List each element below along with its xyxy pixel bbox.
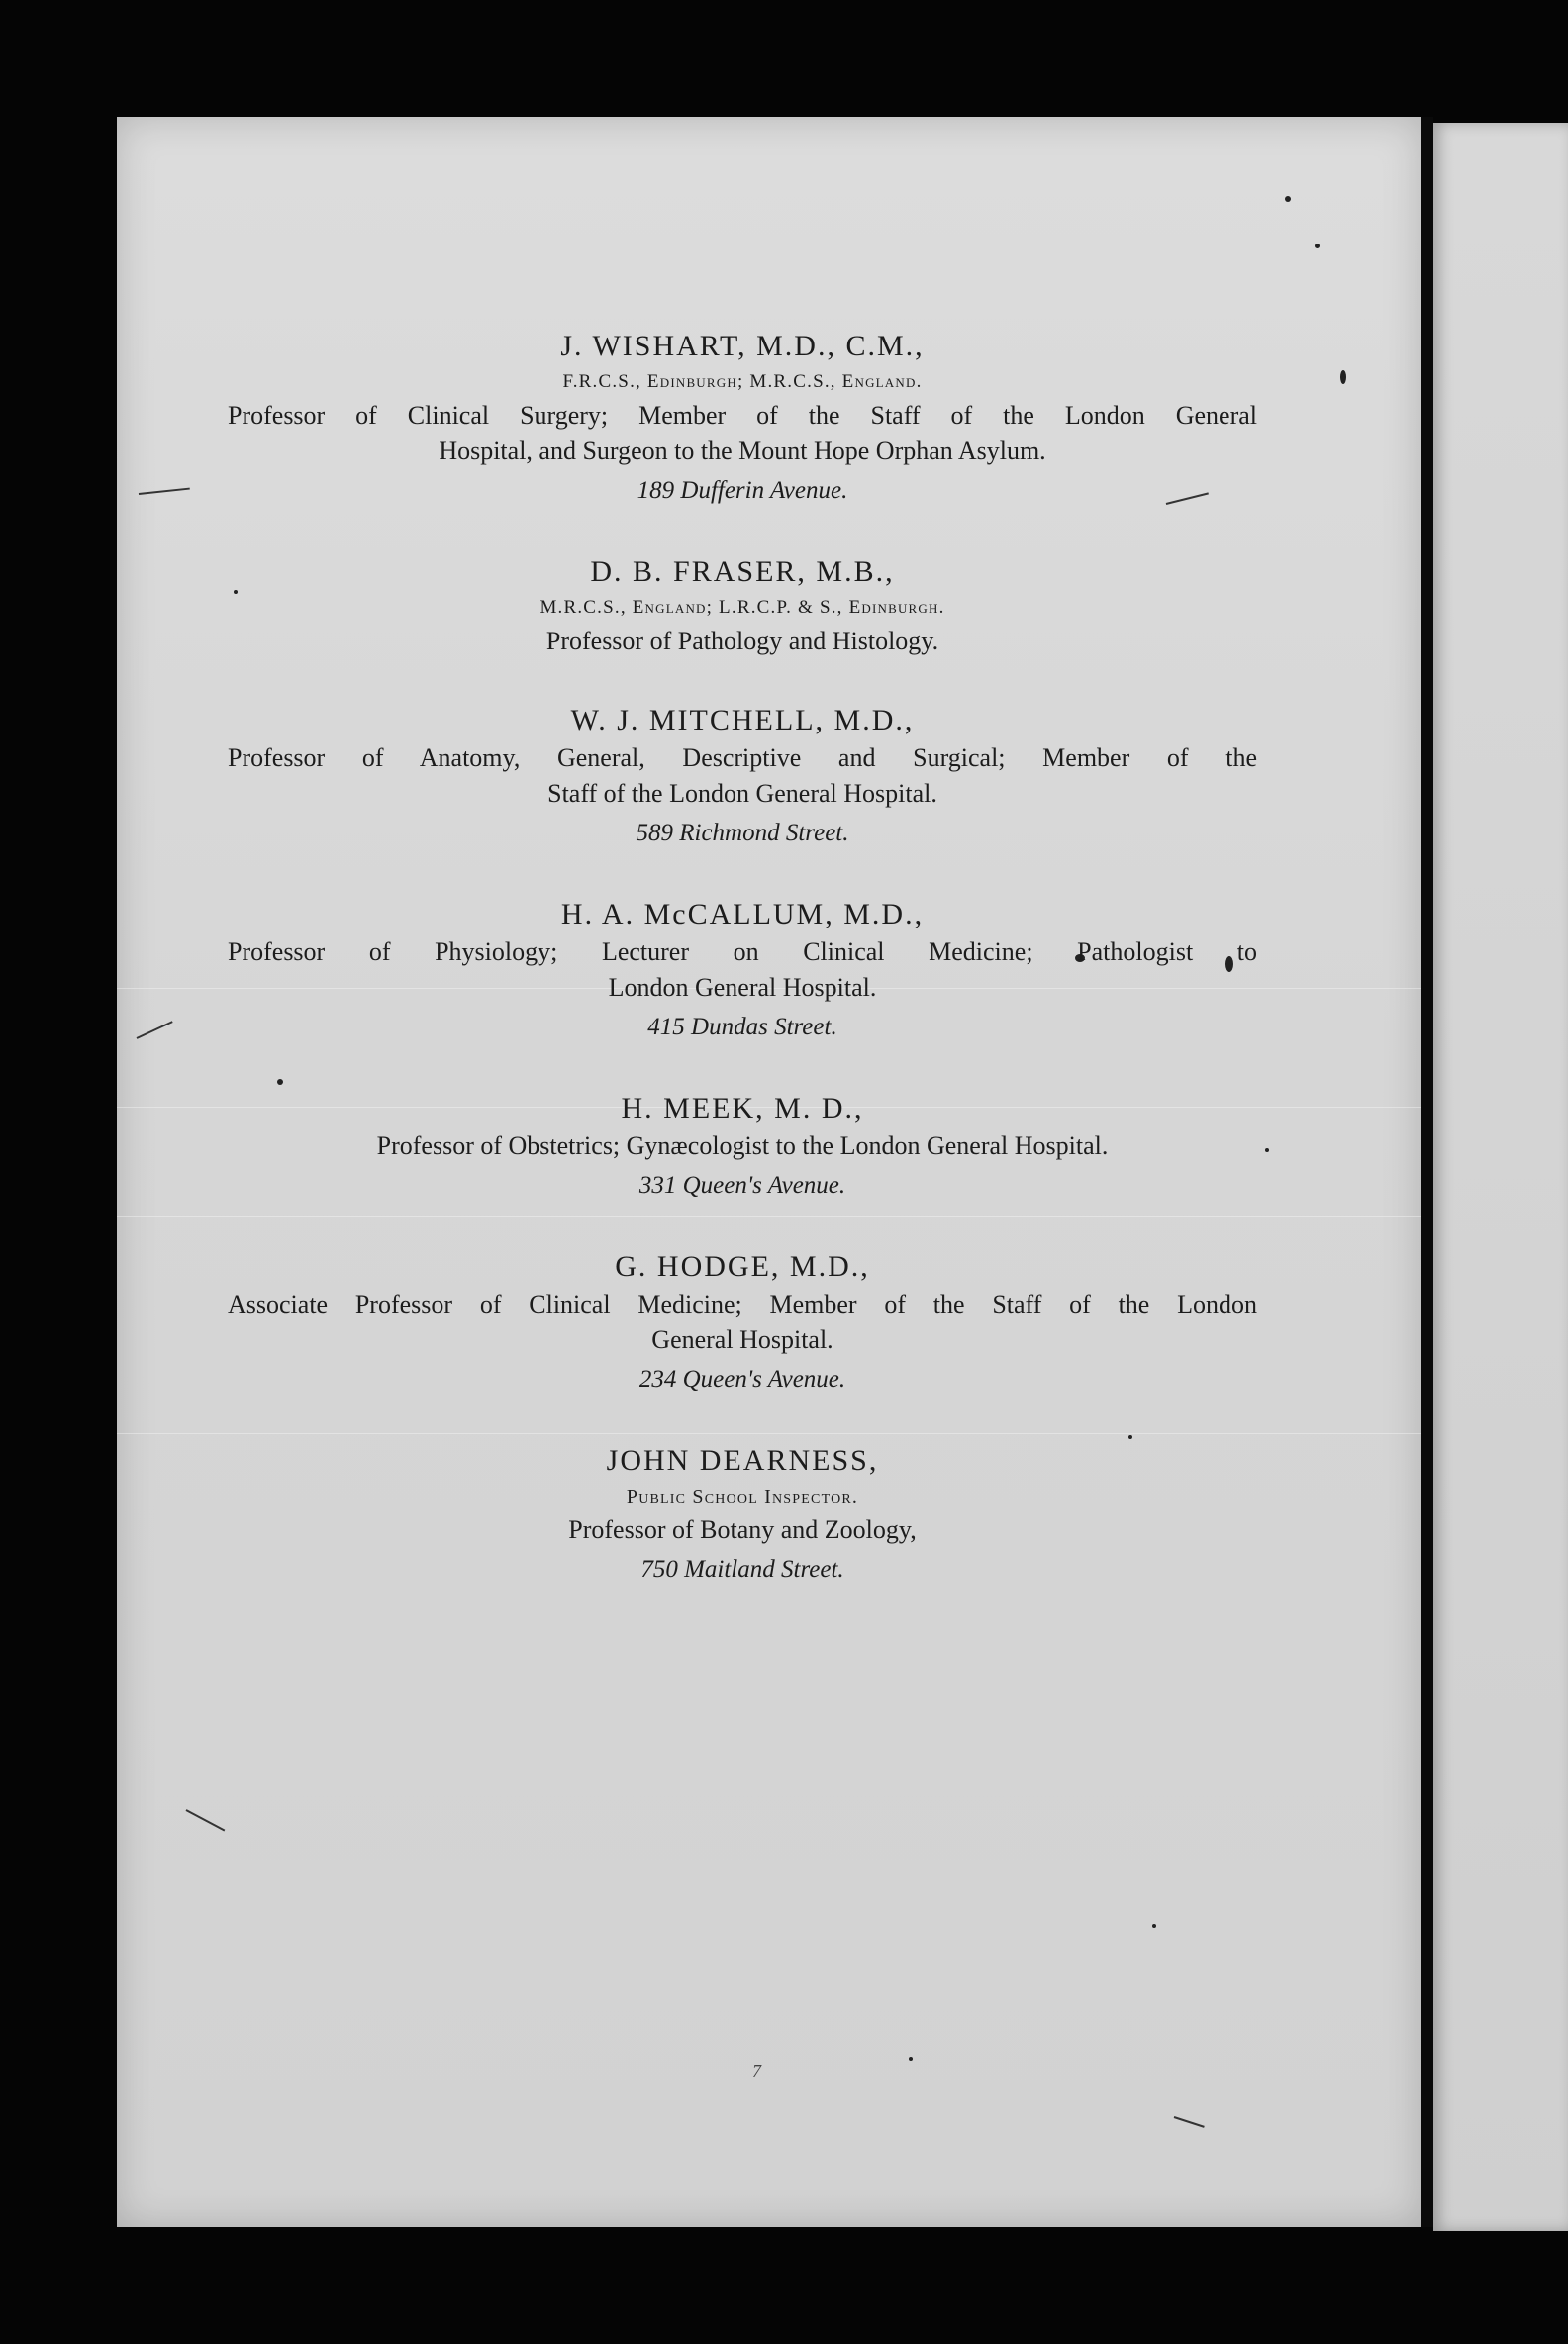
entry-description: London General Hospital. bbox=[608, 973, 877, 1002]
scan-mark bbox=[186, 1809, 226, 1831]
entry-hodge bbox=[228, 1247, 1257, 1400]
entry-description: Professor of Physiology; Lecturer on Clinical Medicine; Pathologist to bbox=[228, 937, 1257, 966]
entry-description: Associate Professor of Clinical Medicine; Member of the Staff of the London bbox=[228, 1290, 1257, 1318]
entry-address: 415 Dundas Street. bbox=[647, 1014, 837, 1040]
entry-mitchell bbox=[228, 701, 1257, 853]
entry-address: 189 Dufferin Avenue. bbox=[637, 477, 848, 504]
dust-speck bbox=[1285, 196, 1291, 202]
entry-address: 589 Richmond Street. bbox=[636, 820, 849, 846]
scan-mark bbox=[1174, 2116, 1205, 2128]
dust-speck bbox=[1315, 244, 1320, 248]
entry-name: JOHN DEARNESS, bbox=[606, 1444, 879, 1477]
entry-wishart bbox=[228, 327, 1257, 511]
entry-name: G. HODGE, M.D., bbox=[615, 1250, 870, 1283]
dust-speck bbox=[909, 2057, 913, 2061]
entry-name: J. WISHART, M.D., C.M., bbox=[560, 330, 925, 362]
scan-mark bbox=[137, 1021, 173, 1039]
entry-description: Professor of Pathology and Histology. bbox=[545, 627, 939, 655]
entry-meek bbox=[228, 1089, 1257, 1206]
scan-mark bbox=[139, 488, 190, 495]
entry-name: H. A. McCALLUM, M.D., bbox=[560, 898, 925, 930]
entry-credentials: F.R.C.S., Edinburgh; M.R.C.S., England. bbox=[562, 371, 923, 392]
entry-address: 331 Queen's Avenue. bbox=[638, 1172, 846, 1199]
entry-description: Hospital, and Surgeon to the Mount Hope Orphan Asylum. bbox=[439, 437, 1046, 465]
entry-description: Professor of Obstetrics; Gynæcologist to the London General Hospital. bbox=[376, 1131, 1109, 1160]
entry-description: Professor of Anatomy, General, Descriptive and Surgical; Member of the bbox=[228, 743, 1257, 772]
entry-credentials: Public School Inspector. bbox=[626, 1486, 859, 1508]
entry-name: H. MEEK, M. D., bbox=[621, 1092, 864, 1124]
entry-dearness bbox=[228, 1441, 1257, 1590]
entry-mccallum bbox=[228, 895, 1257, 1047]
dust-speck bbox=[1152, 1924, 1156, 1928]
entry-description: Staff of the London General Hospital. bbox=[547, 779, 937, 808]
entry-credentials: M.R.C.S., England; L.R.C.P. & S., Edinburgh. bbox=[539, 597, 945, 618]
dust-speck bbox=[1265, 1148, 1269, 1152]
entry-address: 234 Queen's Avenue. bbox=[638, 1366, 846, 1393]
entry-fraser bbox=[228, 552, 1257, 659]
faculty-list bbox=[228, 327, 1257, 1631]
page-number: 7 bbox=[752, 2061, 761, 2081]
entry-address: 750 Maitland Street. bbox=[640, 1556, 844, 1583]
adjacent-page-edge bbox=[1433, 123, 1568, 2231]
entry-name: D. B. FRASER, M.B., bbox=[590, 555, 895, 588]
dust-speck bbox=[1340, 370, 1346, 384]
entry-description: Professor of Botany and Zoology, bbox=[568, 1515, 917, 1544]
page-gutter bbox=[1421, 117, 1433, 2227]
entry-description: Professor of Clinical Surgery; Member of the Staff of the London General bbox=[228, 401, 1257, 430]
entry-description: General Hospital. bbox=[651, 1325, 833, 1354]
entry-name: W. J. MITCHELL, M.D., bbox=[570, 704, 915, 736]
